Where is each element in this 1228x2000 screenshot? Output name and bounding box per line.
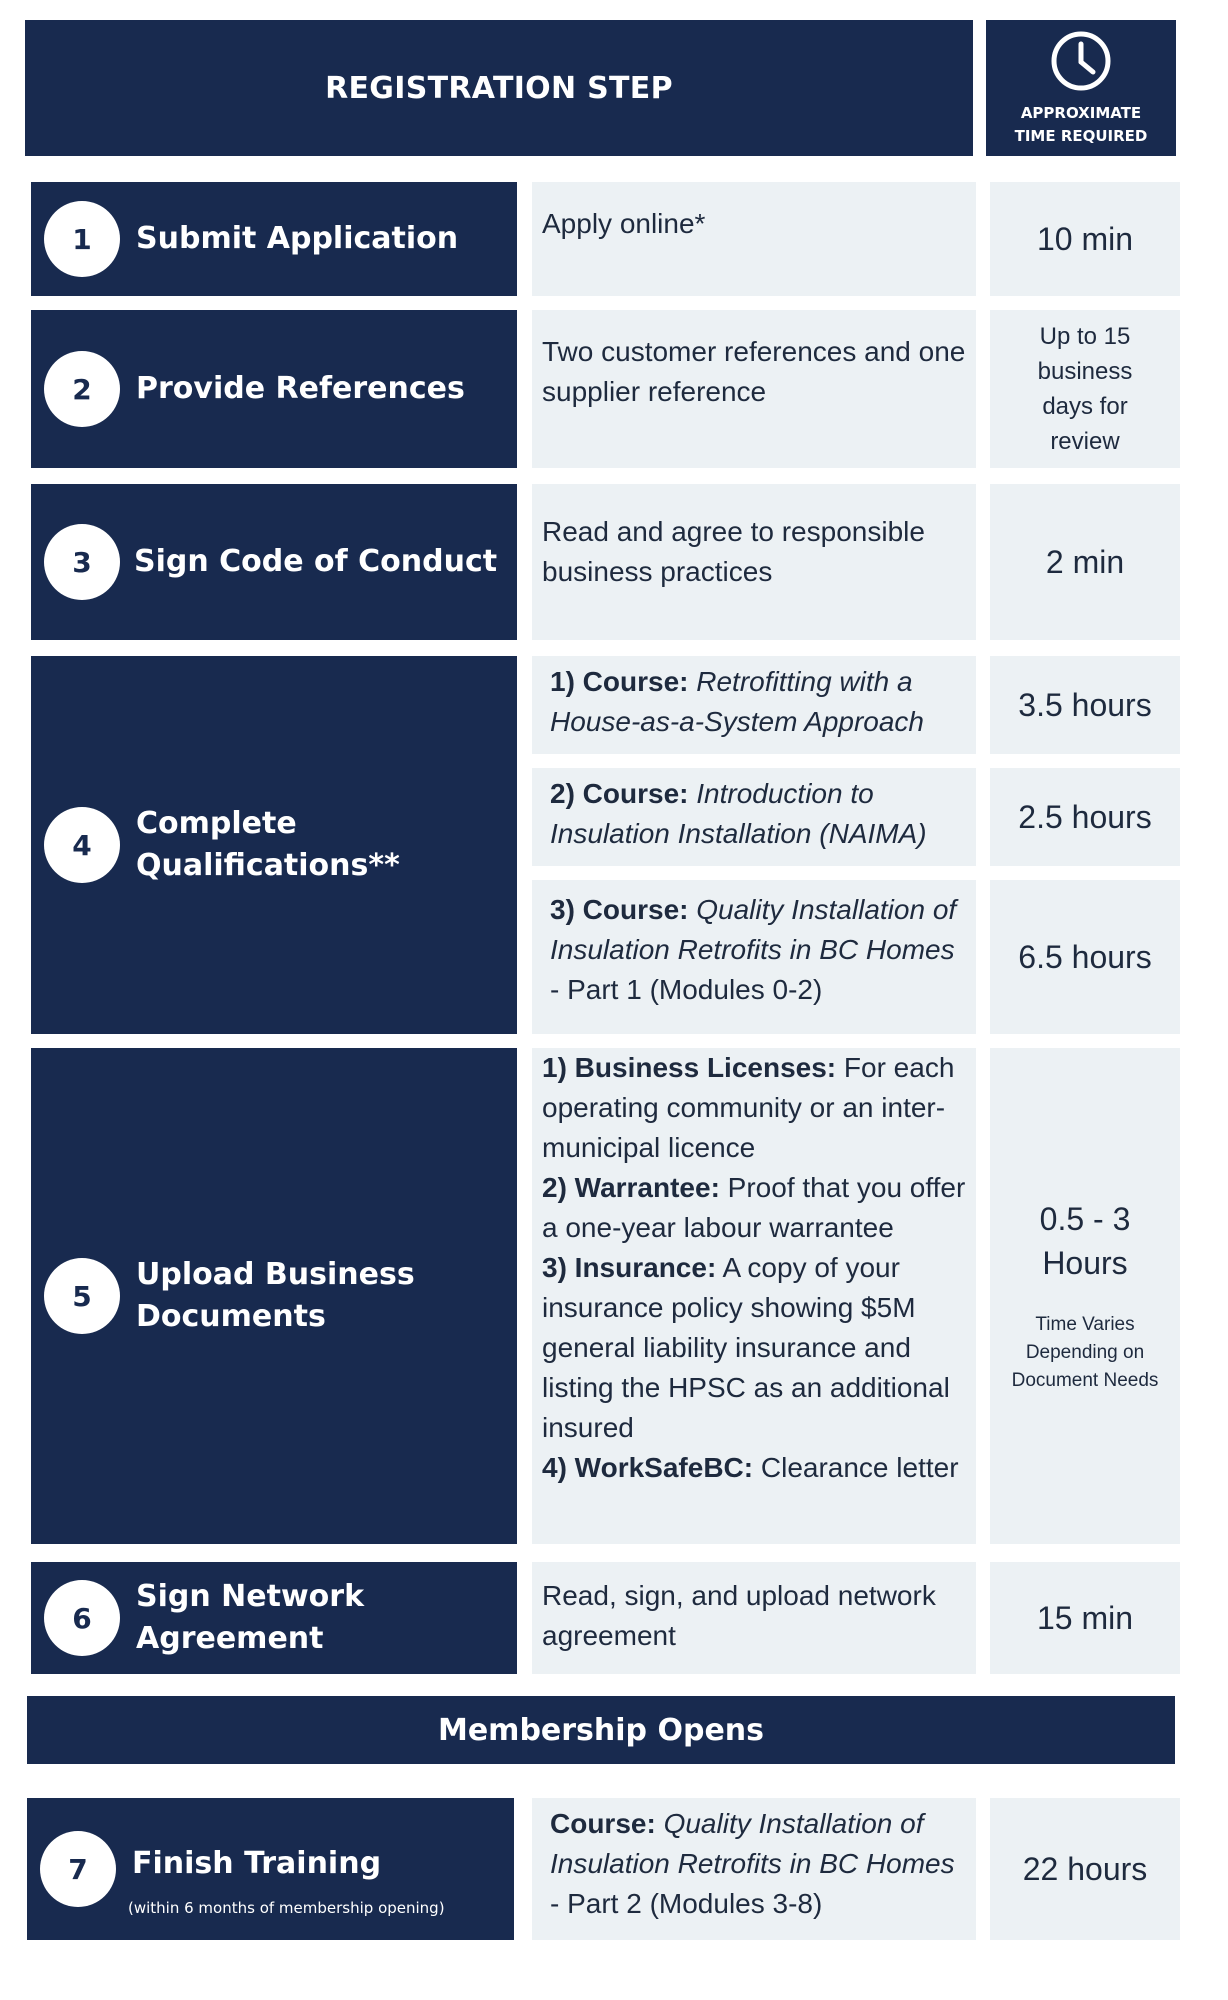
document-item — [542, 1448, 968, 1488]
document-text: For each operating community or an inter-municipal licence — [542, 1052, 955, 1163]
step-number-badge: 5 — [44, 1258, 120, 1334]
step-time-text: 15 min — [1036, 1600, 1134, 1636]
course-2-description — [532, 768, 976, 866]
step-title — [136, 1576, 364, 1660]
membership-opens-banner — [27, 1696, 1175, 1764]
clock-icon — [1050, 30, 1112, 96]
document-text: Proof that you offer a one-year labour warrantee — [542, 1172, 966, 1243]
step-2-title-cell — [31, 310, 517, 468]
step-6-description — [532, 1562, 976, 1674]
document-item — [542, 1168, 968, 1248]
step-4-title-cell — [31, 656, 517, 1034]
step-1-title-cell — [31, 182, 517, 296]
step-3-time — [990, 484, 1180, 640]
step-number-badge: 4 — [44, 807, 120, 883]
course-3-description — [532, 880, 976, 1034]
step-title-line-1: Sign Network — [136, 1579, 365, 1614]
step-title-line-1: Upload Business — [136, 1257, 415, 1292]
step-1-time — [990, 182, 1180, 296]
step-title — [136, 803, 400, 887]
header-registration-step — [25, 20, 973, 156]
course-suffix: - Part 1 (Modules 0-2) — [550, 974, 823, 1005]
course-name: Introduction to Insulation Installation (NAIMA) — [550, 778, 927, 849]
course-name: Retrofitting with a House-as-a-System Approach — [550, 666, 925, 737]
membership-label: Membership Opens — [437, 1712, 765, 1748]
course-1-description — [532, 656, 976, 754]
step-number-badge: 6 — [44, 1580, 120, 1656]
step-title: Submit Application — [136, 221, 459, 256]
document-item — [542, 1048, 968, 1168]
step-5-title-cell — [31, 1048, 517, 1544]
header-time-required — [986, 20, 1176, 156]
step-3-title-cell — [31, 484, 517, 640]
header-time-label: APPROXIMATE TIME REQUIRED — [1014, 104, 1148, 145]
step-description-text: Read, sign, and upload network agreement — [542, 1580, 936, 1651]
step-time-unit: Hours — [1042, 1245, 1128, 1281]
step-time-text: 22 hours — [1022, 1851, 1148, 1887]
header-step-label: REGISTRATION STEP — [325, 70, 673, 106]
step-title-line-2: Documents — [136, 1299, 326, 1334]
step-7-title-cell — [27, 1798, 514, 1940]
step-number-badge: 7 — [40, 1831, 116, 1907]
step-7-description — [532, 1798, 976, 1940]
step-5-time — [990, 1048, 1180, 1544]
course-time-text: 6.5 hours — [1018, 939, 1152, 975]
step-note: (within 6 months of membership opening) — [128, 1899, 445, 1917]
step-time-text: 10 min — [1036, 221, 1134, 257]
step-title-line-2: Agreement — [136, 1621, 324, 1656]
step-5-documents — [532, 1048, 976, 1544]
document-item — [542, 1248, 968, 1448]
step-title: Provide References — [136, 371, 465, 406]
step-title-line-2: Qualifications** — [136, 848, 400, 883]
step-number-badge: 1 — [44, 201, 120, 277]
course-prefix: 2) Course: — [550, 778, 689, 809]
course-2-time — [990, 768, 1180, 866]
step-3-description — [532, 484, 976, 640]
step-description-text: Apply online* — [542, 208, 706, 239]
course-1-time — [990, 656, 1180, 754]
course-time-text: 3.5 hours — [1018, 687, 1152, 723]
step-title — [136, 1254, 415, 1338]
course-name: Quality Installation of Insulation Retrofits in BC Homes — [550, 1808, 955, 1879]
step-6-title-cell — [31, 1562, 517, 1674]
step-title-line-1: Complete — [136, 806, 297, 841]
course-time-text: 2.5 hours — [1018, 799, 1152, 835]
course-suffix: - Part 2 (Modules 3-8) — [550, 1888, 823, 1919]
step-description-text: Two customer references and one supplier reference — [542, 336, 966, 407]
course-prefix: 3) Course: — [550, 894, 689, 925]
step-time-range: 0.5 - 3 — [1039, 1201, 1131, 1237]
course-prefix: Course: — [550, 1808, 656, 1839]
step-number-badge: 3 — [44, 524, 120, 600]
step-2-description — [532, 310, 976, 468]
document-label: 4) WorkSafeBC: — [542, 1452, 754, 1483]
step-title-text: Finish Training — [132, 1846, 382, 1881]
step-time-text: 2 min — [1045, 544, 1125, 580]
step-1-description — [532, 182, 976, 296]
course-3-time — [990, 880, 1180, 1034]
step-2-time — [990, 310, 1180, 468]
document-text: Clearance letter — [753, 1452, 959, 1483]
step-7-time — [990, 1798, 1180, 1940]
step-title: Sign Code of Conduct — [134, 544, 498, 579]
document-label: 2) Warrantee: — [542, 1172, 720, 1203]
document-label: 3) Insurance: — [542, 1252, 717, 1283]
course-prefix: 1) Course: — [550, 666, 689, 697]
step-time-text: Up to 15 business days for review — [1037, 323, 1133, 455]
course-name: Quality Installation of Insulation Retrofits in BC Homes — [550, 894, 957, 965]
document-text: A copy of your insurance policy showing $5M general liability insurance and listing the HPSC as an additional insured — [542, 1252, 950, 1443]
step-title — [128, 1843, 445, 1917]
document-label: 1) Business Licenses: — [542, 1052, 837, 1083]
step-6-time — [990, 1562, 1180, 1674]
step-number-badge: 2 — [44, 351, 120, 427]
step-description-text: Read and agree to responsible business practices — [542, 516, 925, 587]
step-time-note: Time Varies Depending on Document Needs — [1011, 1314, 1159, 1391]
